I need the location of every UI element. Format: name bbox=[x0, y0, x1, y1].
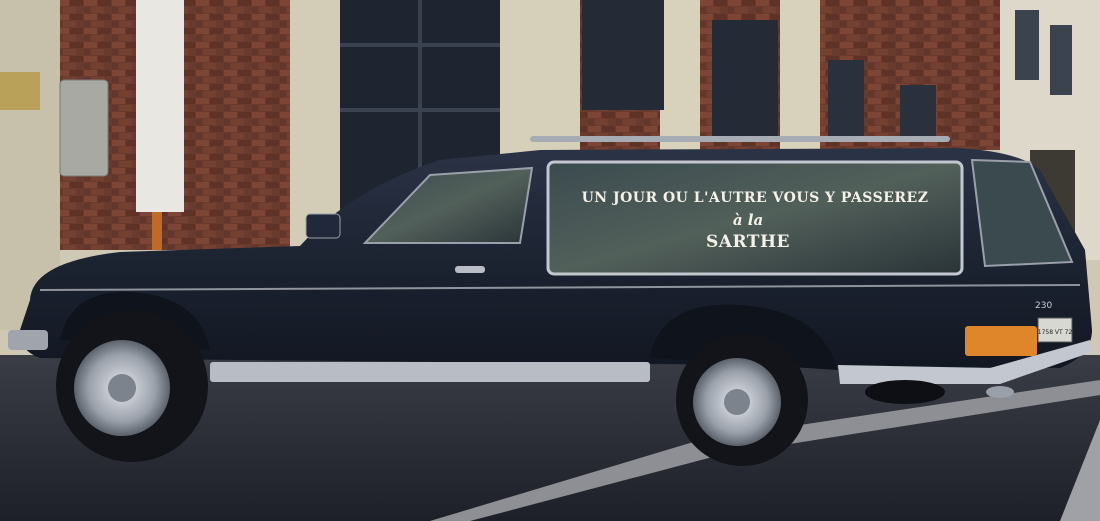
window-slogan-line2: à la bbox=[732, 211, 764, 229]
building-window bbox=[712, 20, 778, 140]
stone-pillar-mid bbox=[500, 0, 580, 170]
plaque bbox=[0, 72, 40, 110]
plate-text: 1758 VT 72 bbox=[1037, 329, 1073, 336]
far-rear-wheel bbox=[865, 380, 945, 404]
door-handle[interactable] bbox=[455, 266, 485, 273]
drain-pipe bbox=[136, 0, 184, 212]
front-bumper bbox=[8, 330, 48, 350]
roof-rail bbox=[530, 136, 950, 142]
model-badge: 230 bbox=[1035, 301, 1053, 311]
stone-pillar bbox=[290, 0, 340, 250]
stone-pillar bbox=[660, 0, 700, 150]
building-window bbox=[828, 60, 864, 140]
exhaust-pipe bbox=[986, 386, 1014, 398]
window-slogan-line3: SARTHE bbox=[706, 232, 790, 252]
intercom-panel bbox=[60, 80, 108, 176]
window-slogan-line1: UN JOUR OU L'AUTRE VOUS Y PASSEREZ bbox=[581, 190, 929, 206]
front-wheel bbox=[56, 310, 208, 462]
chrome-rocker-panel bbox=[210, 362, 650, 382]
building-window bbox=[1050, 25, 1072, 95]
rear-wheel bbox=[676, 334, 808, 466]
building-window bbox=[582, 0, 664, 110]
building-window bbox=[900, 85, 936, 140]
stone-pillar bbox=[780, 0, 820, 150]
pipe-end bbox=[152, 212, 162, 250]
taillight bbox=[965, 326, 1037, 356]
side-mirror bbox=[306, 214, 340, 238]
building-window bbox=[1015, 10, 1039, 80]
